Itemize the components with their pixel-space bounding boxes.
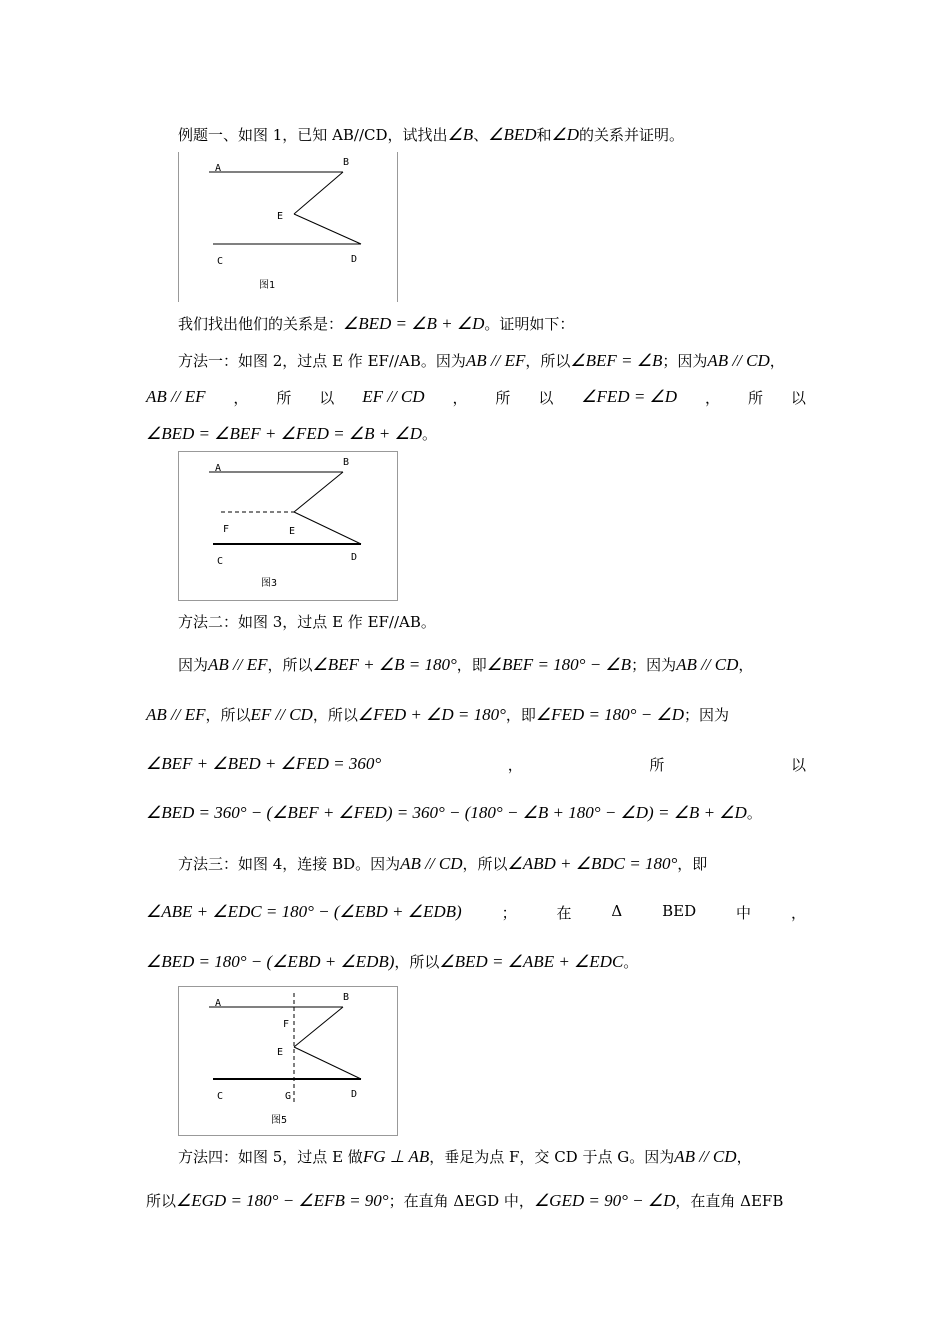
label-b: B <box>343 157 350 168</box>
math: ∠FED + ∠D = 180° <box>357 705 506 724</box>
text: ，所以 <box>312 706 358 724</box>
text: ；因为 <box>683 706 729 724</box>
method3-line1 <box>178 853 806 874</box>
text: 以 <box>538 389 554 407</box>
text: 在 <box>556 904 572 922</box>
method2-line4 <box>146 802 806 823</box>
math: AB // EF <box>146 387 206 406</box>
text: ；在直角 ΔEGD 中， <box>388 1192 534 1210</box>
math: ∠BED = ∠BEF + ∠FED = ∠B + ∠D <box>146 424 422 443</box>
method3-line3 <box>146 951 806 972</box>
figure-2 <box>178 451 398 601</box>
text: 中 <box>736 904 752 922</box>
text: 所 <box>649 756 665 774</box>
math: ∠ABD + ∠BDC = 180° <box>507 854 678 873</box>
method3-line2 <box>146 902 806 923</box>
method4-line2 <box>146 1190 806 1211</box>
math: ∠BED = ∠B + ∠D <box>343 314 485 333</box>
figure-caption: 图3 <box>261 578 278 589</box>
text: ；因为 <box>662 352 708 370</box>
math: ∠BEF = ∠B <box>570 351 663 370</box>
text: ，所以 <box>525 352 571 370</box>
text: 以 <box>790 389 806 407</box>
text: ；因为 <box>631 656 677 674</box>
math: ∠D <box>551 125 580 144</box>
method2-line3 <box>146 754 806 775</box>
text: 和 <box>536 126 552 144</box>
label-a: A <box>215 163 222 174</box>
method2-title: 方法二：如图 3，过点 E 作 EF//AB。 <box>178 613 436 631</box>
text: BED <box>662 902 697 920</box>
text: ，垂足为点 F，交 CD 于点 G。因为 <box>429 1148 675 1166</box>
text: 。 <box>623 953 639 971</box>
text: 所 <box>495 389 511 407</box>
label-c: C <box>217 256 224 267</box>
math: ∠BED <box>488 125 537 144</box>
text: ，所以 <box>267 656 313 674</box>
math: ∠BEF + ∠BED + ∠FED = 360° <box>146 754 382 773</box>
figure-3 <box>178 986 398 1136</box>
method1-line1 <box>178 350 806 371</box>
text: ， <box>233 389 249 407</box>
math: ∠GED = 90° − ∠D <box>533 1191 676 1210</box>
text: 方法一：如图 2，过点 E 作 EF//AB。因为 <box>178 352 466 370</box>
math: AB // EF <box>208 655 268 674</box>
relation-line <box>178 313 838 334</box>
method1-line2 <box>146 387 806 408</box>
figure-caption: 图5 <box>271 1115 288 1126</box>
math: AB // CD <box>674 1147 737 1166</box>
figure-caption: 图1 <box>259 280 276 291</box>
method4-line1 <box>178 1146 806 1167</box>
text: ， <box>452 389 468 407</box>
text: 所以 <box>146 1192 177 1210</box>
math: ∠FED = 180° − ∠D <box>535 705 684 724</box>
text: 。证明如下： <box>484 315 575 333</box>
text: ，所以 <box>462 855 508 873</box>
label-c: C <box>217 1091 224 1102</box>
math: ∠B <box>447 125 474 144</box>
text: 的关系并证明。 <box>579 126 685 144</box>
math: ∠BED = 180° − (∠EBD + ∠EDB) <box>146 952 395 971</box>
label-d: D <box>351 254 358 265</box>
text: 、 <box>473 126 489 144</box>
math: AB // EF <box>146 705 206 724</box>
math: ∠BED = 360° − (∠BEF + ∠FED) = 360° − (180° − ∠B + 180° − ∠D) = ∠B + ∠D <box>146 803 747 822</box>
text: ，所以 <box>394 953 440 971</box>
text: 以 <box>319 389 335 407</box>
label-e: E <box>289 526 296 537</box>
text: ，所以 <box>205 706 251 724</box>
label-d: D <box>351 1089 358 1100</box>
text: ； <box>501 904 517 922</box>
text: ，在直角 ΔEFB <box>675 1192 784 1210</box>
math: ∠FED = ∠D <box>581 387 678 406</box>
label-f: F <box>283 1019 290 1030</box>
text: 方法三：如图 4，连接 BD。因为 <box>178 855 401 873</box>
math: ∠BED = ∠ABE + ∠EDC <box>439 952 624 971</box>
math: EF // CD <box>362 387 425 406</box>
math: AB // CD <box>676 655 739 674</box>
math: ∠EGD = 180° − ∠EFB = 90° <box>176 1191 389 1210</box>
text: ，即 <box>677 855 708 873</box>
label-b: B <box>343 992 350 1003</box>
text: ， <box>738 656 754 674</box>
math: AB // CD <box>400 854 463 873</box>
text: 所 <box>276 389 292 407</box>
math: FG ⊥ AB <box>362 1147 430 1166</box>
label-e: E <box>277 1047 284 1058</box>
text: ， <box>769 352 785 370</box>
text: ， <box>705 389 721 407</box>
method1-line3 <box>146 423 806 444</box>
math: ∠BEF + ∠B = 180° <box>312 655 457 674</box>
text: 。 <box>422 425 438 443</box>
text: 例题一、如图 1，已知 AB//CD，试找出 <box>178 126 448 144</box>
math: EF // CD <box>250 705 313 724</box>
method2-line1 <box>178 654 806 675</box>
label-a: A <box>215 463 222 474</box>
text: ，即 <box>505 706 536 724</box>
label-f: F <box>223 524 230 535</box>
example-title-line <box>178 124 838 145</box>
label-g: G <box>285 1091 292 1102</box>
math: ∠ABE + ∠EDC = 180° − (∠EBD + ∠EDB) <box>146 902 462 921</box>
label-b: B <box>343 457 350 468</box>
math: AB // EF <box>465 351 526 370</box>
text: 因为 <box>178 656 209 674</box>
figure-1 <box>178 152 398 302</box>
math: AB // CD <box>707 351 770 370</box>
text: ， <box>736 1148 752 1166</box>
text: 我们找出他们的关系是： <box>178 315 344 333</box>
label-e: E <box>277 211 284 222</box>
label-a: A <box>215 998 222 1009</box>
text: ，即 <box>456 656 487 674</box>
label-c: C <box>217 556 224 567</box>
text: 所 <box>747 389 763 407</box>
text: ， <box>507 756 523 774</box>
math: ∠BEF = 180° − ∠B <box>486 655 632 674</box>
method2-line2 <box>146 704 806 725</box>
text: 方法四：如图 5，过点 E 做 <box>178 1148 363 1166</box>
text: 。 <box>746 804 762 822</box>
text: ， <box>790 904 806 922</box>
label-d: D <box>351 552 358 563</box>
text: Δ <box>611 902 623 920</box>
text: 以 <box>790 756 806 774</box>
